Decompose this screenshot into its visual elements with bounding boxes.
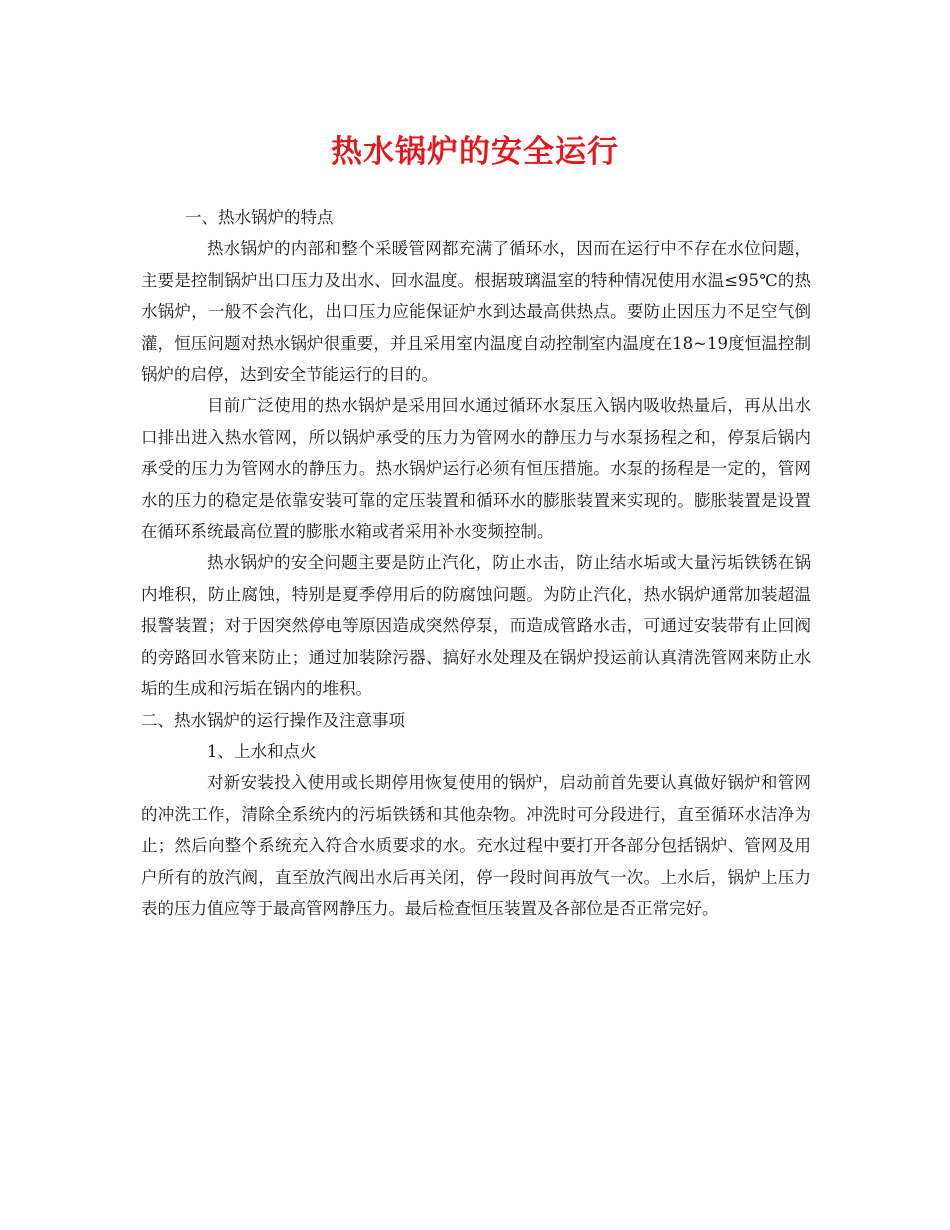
section-1-heading: 一、热水锅炉的特点: [185, 208, 334, 227]
document-body: [141, 202, 811, 924]
section-1-paragraph-2: 目前广泛使用的热水锅炉是采用回水通过循环水泵压入锅内吸收热量后，再从出水口排出进入热水管网，所以锅炉承受的压力为管网水的静压力与水泵扬程之和，停泵后锅内承受的压力为管网水的静压力。热水锅炉运行必须有恒压措施。水泵的扬程是一定的，管网水的压力的稳定是依靠安装可靠的定压装置和循环水的膨胀装置来实现的。膨胀装置是设置在循环系统最高位置的膨胀水箱或者采用补水变频控制。: [141, 396, 811, 542]
document-title: 热水锅炉的安全运行: [331, 134, 619, 170]
section-2-heading: 二、热水锅炉的运行操作及注意事项: [141, 710, 405, 730]
section-2-subheading-1: 1、上水和点火: [207, 741, 317, 761]
section-1-paragraph-1: 热水锅炉的内部和整个采暖管网都充满了循环水，因而在运行中不存在水位问题，主要是控制锅炉出口压力及出水、回水温度。根据玻璃温室的特种情况使用水温≤95℃的热水锅炉，一般不会汽化，出口压力应能保证炉水到达最高供热点。要防止因压力不足空气倒灌，恒压问题对热水锅炉很重要，并且采用室内温度自动控制室内温度在18~19度恒温控制锅炉的启停，达到安全节能运行的目的。: [141, 239, 811, 385]
section-1-paragraph-3: 热水锅炉的安全问题主要是防止汽化，防止水击，防止结水垢或大量污垢铁锈在锅内堆积，防止腐蚀，特别是夏季停用后的防腐蚀问题。为防止汽化，热水锅炉通常加装超温报警装置；对于因突然停电等原因造成突然停泵，而造成管路水击，可通过安装带有止回阀的旁路回水管来防止；通过加装除污器、搞好水处理及在锅炉投运前认真清洗管网来防止水垢的生成和污垢在锅内的堆积。: [141, 553, 811, 699]
section-2-paragraph-1: 对新安装投入使用或长期停用恢复使用的锅炉，启动前首先要认真做好锅炉和管网的冲洗工作，清除全系统内的污垢铁锈和其他杂物。冲洗时可分段进行，直至循环水洁净为止；然后向整个系统充入符合水质要求的水。充水过程中要打开各部分包括锅炉、管网及用户所有的放汽阀，直至放汽阀出水后再关闭，停一段时间再放气一次。上水后，锅炉上压力表的压力值应等于最高管网静压力。最后检查恒压装置及各部位是否正常完好。: [141, 773, 811, 918]
